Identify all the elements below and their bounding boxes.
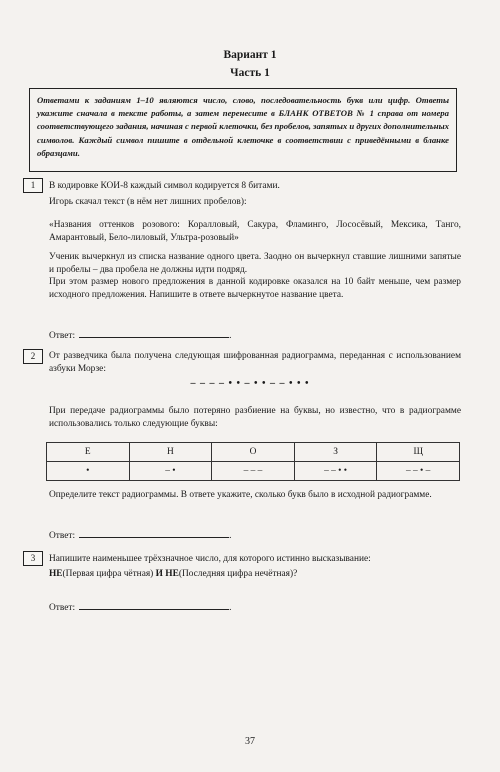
condition-1: (Первая цифра чётная)	[62, 569, 154, 579]
instructions-box	[29, 88, 457, 172]
answer-line	[79, 528, 229, 538]
answer-end: .	[229, 331, 232, 341]
task-1-number: 1	[23, 178, 43, 193]
task-2-intro: От разведчика была получена следующая шифрованная радиограмма, переданная с использованием азбуки Морзе:	[49, 351, 461, 374]
task-3-condition	[49, 568, 461, 581]
task-1-para2: При этом размер нового предложения в данной кодировке оказался на 10 байт меньше, чем размер исходного предложения. Напишите в ответе вычеркнутое название цвета.	[49, 277, 461, 300]
morse-table-codes-row	[47, 462, 460, 481]
answer-label: Ответ:	[49, 331, 76, 341]
part-title: Часть 1	[230, 67, 270, 79]
not-operator: НЕ	[165, 569, 179, 579]
task-1-answer	[49, 328, 231, 343]
morse-table-cell: З	[294, 443, 377, 462]
variant-title: Вариант 1	[223, 49, 277, 61]
answer-end: .	[229, 531, 232, 541]
answer-label: Ответ:	[49, 531, 76, 541]
task-2-answer	[49, 528, 231, 543]
task-3-number: 3	[23, 551, 43, 566]
page-number: 37	[245, 736, 255, 747]
morse-table	[46, 442, 460, 481]
task-3-line1: Напишите наименьшее трёхзначное число, для которого истинно высказывание:	[49, 554, 371, 564]
answer-label: Ответ:	[49, 603, 76, 613]
morse-table-cell: – – • •	[294, 462, 377, 481]
task-1-quote: «Названия оттенков розового: Коралловый, Сакура, Фламинго, Лососёвый, Мексика, Танго, Амарантовый, Бело-лиловый, Ультра-розовый»	[49, 220, 461, 243]
morse-table-cell: Е	[47, 443, 130, 462]
task-2-number: 2	[23, 349, 43, 364]
task-2-question: Определите текст радиограммы. В ответе укажите, сколько букв было в исходной радиограмме.	[49, 490, 432, 500]
task-3-answer	[49, 600, 231, 615]
answer-line	[79, 328, 229, 338]
morse-table-letters-row	[47, 443, 460, 462]
task-1-para1: Ученик вычеркнул из списка название одного цвета. Заодно он вычеркнул ставшие лишними запятые и пробелы – два пробела не должны идти подряд.	[49, 252, 461, 275]
morse-table-cell: – •	[129, 462, 212, 481]
morse-table-cell: Щ	[377, 443, 460, 462]
not-operator: НЕ	[49, 569, 63, 579]
morse-table-cell: – – • –	[377, 462, 460, 481]
condition-2: (Последняя цифра нечётная)?	[178, 569, 298, 579]
instructions-text: Ответами к заданиям 1–10 являются число, слово, последовательность букв или цифр. Ответы укажите сначала в тексте работы, а затем перенесите в БЛАНК ОТВЕТОВ № 1 справа от номера соответствующего задания, начиная с первой клеточки, без пробелов, запятых и других дополнительных символов. Каждый символ пишите в отдельной клеточке в соответствии с приведёнными в бланке образцами.	[37, 95, 449, 158]
and-operator: И	[153, 569, 166, 579]
task-1-line1: В кодировке КОИ-8 каждый символ кодируется 8 битами.	[49, 181, 280, 191]
task-1-line2: Игорь скачал текст (в нём нет лишних пробелов):	[49, 197, 247, 207]
morse-table-cell: – – –	[212, 462, 295, 481]
morse-table-cell: •	[47, 462, 130, 481]
morse-table-cell: О	[212, 443, 295, 462]
answer-end: .	[229, 603, 232, 613]
task-2-para: При передаче радиограммы было потеряно разбиение на буквы, но известно, что в радиограмме использовались только следующие буквы:	[49, 406, 461, 429]
answer-line	[79, 600, 229, 610]
morse-code: – – – – • • – • • – – • • •	[190, 378, 310, 389]
morse-table-cell: Н	[129, 443, 212, 462]
